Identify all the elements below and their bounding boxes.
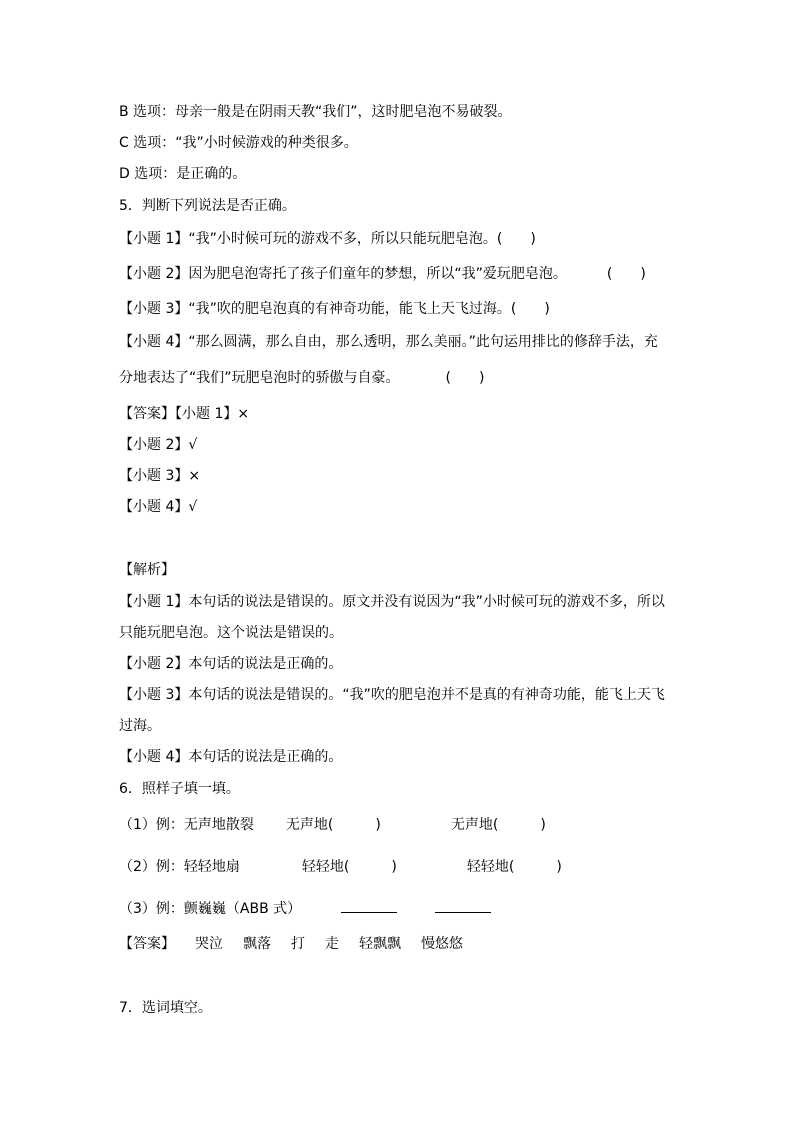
question-5-item-1: 【小题 1】“我”小时候可玩的游戏不多，所以只能玩肥皂泡。( ): [119, 231, 536, 247]
example-1-blank-b: 无声地( ): [450, 817, 546, 833]
answer-word-5: 轻飘飘: [359, 936, 401, 952]
option-c: C 选项：“我”小时候游戏的种类很多。: [119, 135, 358, 151]
question-6-title: 6．照样子填一填。: [119, 781, 240, 797]
question-5-title: 5．判断下列说法是否正确。: [119, 198, 296, 214]
analysis-3-cont: 过海。: [119, 718, 161, 734]
answer-word-4: 走: [325, 936, 339, 952]
answer-word-1: 哭泣: [195, 936, 223, 952]
answer-3: 【小题 3】×: [119, 468, 201, 484]
answer-word-2: 飘落: [243, 936, 271, 952]
example-1-label: （1）例：无声地散裂: [119, 817, 254, 833]
answer-1: 【答案】【小题 1】×: [119, 406, 250, 422]
analysis-heading: 【解析】: [119, 562, 175, 578]
answer-word-6: 慢悠悠: [421, 936, 463, 952]
answer-label: 【答案】: [119, 936, 175, 952]
answer-paren: ( ): [445, 370, 485, 386]
fill-blank-1[interactable]: [341, 900, 397, 913]
answer-2: 【小题 2】√: [119, 437, 198, 453]
question-5-item-4-cont: 分地表达了“我们”玩肥皂泡时的骄傲与自豪。: [119, 370, 400, 386]
example-3-label: （3）例：颤巍巍（ABB 式）: [119, 901, 302, 917]
answer-4: 【小题 4】√: [119, 499, 198, 515]
question-5-item-4-cont-row: [119, 368, 484, 388]
question-5-item-2-row: [119, 264, 646, 284]
analysis-2: 【小题 2】本句话的说法是正确的。: [119, 656, 343, 672]
analysis-4: 【小题 4】本句话的说法是正确的。: [119, 749, 343, 765]
question-5-item-3: 【小题 3】“我”吹的肥皂泡真的有神奇功能，能飞上天飞过海。( ): [119, 301, 550, 317]
option-b: B 选项：母亲一般是在阴雨天教“我们”，这时肥皂泡不易破裂。: [119, 104, 512, 120]
answer-word-3: 打: [291, 936, 305, 952]
question-6-answer: [119, 934, 463, 954]
answer-paren: ( ): [606, 266, 646, 282]
option-d: D 选项：是正确的。: [119, 166, 247, 182]
question-5-item-4: 【小题 4】“那么圆满，那么自由，那么透明，那么美丽。”此句运用排比的修辞手法，充: [119, 334, 658, 350]
example-2-blank-b: 轻轻地( ): [466, 859, 562, 875]
example-1-blank-a: 无声地( ): [285, 817, 381, 833]
fill-blank-2[interactable]: [435, 900, 491, 913]
question-5-item-2: 【小题 2】因为肥皂泡寄托了孩子们童年的梦想，所以“我”爱玩肥皂泡。: [119, 266, 567, 282]
question-6-example-1: [119, 815, 546, 835]
question-6-example-2: [119, 857, 562, 877]
analysis-1: 【小题 1】本句话的说法是错误的。原文并没有说因为“我”小时候可玩的游戏不多，所以: [119, 594, 665, 610]
analysis-1-cont: 只能玩肥皂泡。这个说法是错误的。: [119, 625, 343, 641]
question-6-example-3: [119, 899, 491, 919]
analysis-3: 【小题 3】本句话的说法是错误的。“我”吹的肥皂泡并不是真的有神奇功能，能飞上天飞: [119, 687, 665, 703]
example-2-blank-a: 轻轻地( ): [301, 859, 397, 875]
question-7-title: 7．选词填空。: [119, 1000, 212, 1016]
example-2-label: （2）例：轻轻地扇: [119, 859, 240, 875]
